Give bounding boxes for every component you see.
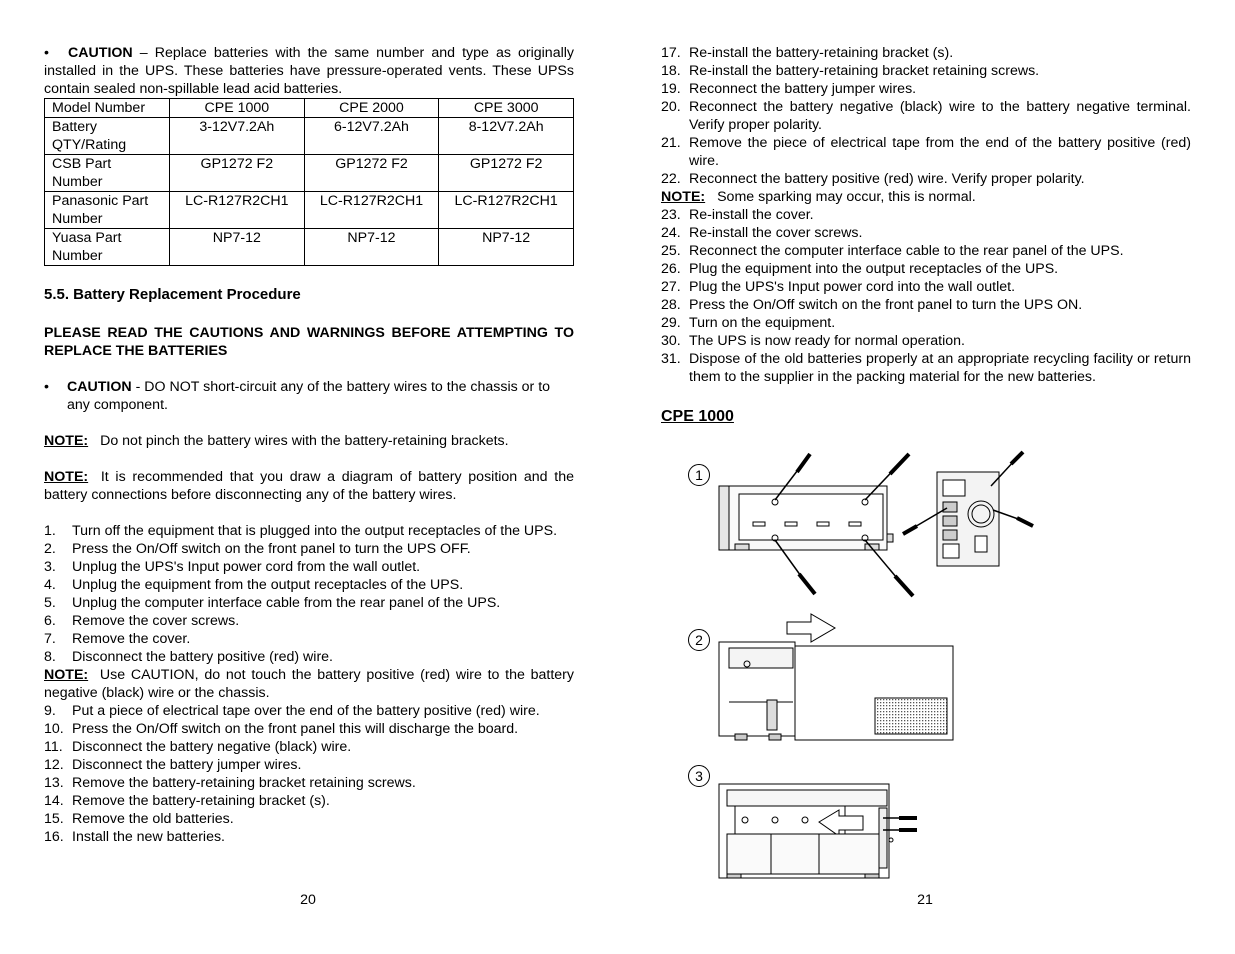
step-number: 14. [44, 793, 64, 809]
step-text: Reconnect the battery jumper wires. [689, 81, 917, 97]
step-number: 24. [661, 225, 681, 241]
step-text: Turn on the equipment. [689, 315, 836, 331]
list-item [661, 314, 1191, 332]
table-cell: Battery QTY/Rating [45, 118, 170, 155]
table-header: CPE 1000 [170, 99, 305, 118]
list-item [44, 540, 574, 558]
caution-short-circuit [44, 378, 574, 414]
note-label: NOTE: [44, 667, 89, 683]
list-item [661, 62, 1191, 80]
step-text: Dispose of the old batteries properly at an appropriate recycling facility or return them to the supplier in the packing material for the new batteries. [689, 351, 1191, 385]
note-text: Some sparking may occur, this is normal. [717, 189, 976, 205]
step-number: 10. [44, 721, 64, 737]
figure-label: 2 [688, 629, 710, 651]
list-item [661, 80, 1191, 98]
caution-text: - DO NOT short-circuit any of the battery wires to the chassis or to any component. [67, 379, 551, 413]
step-number: 19. [661, 81, 681, 97]
list-item [44, 522, 574, 540]
step-number: 27. [661, 279, 681, 295]
list-item [661, 260, 1191, 278]
list-item [661, 350, 1191, 386]
step-number: 2. [44, 541, 56, 557]
step-text: Disconnect the battery negative (black) wire. [72, 739, 352, 755]
step-number: 15. [44, 811, 64, 827]
step-number: 20. [661, 99, 681, 115]
table-cell: NP7-12 [170, 229, 305, 266]
table-cell: 6-12V7.2Ah [304, 118, 439, 155]
step-text: Re-install the battery-retaining bracket (s). [689, 45, 954, 61]
cpe-title: CPE 1000 [661, 408, 734, 425]
step-number: 26. [661, 261, 681, 277]
step-text: Remove the battery-retaining bracket (s). [72, 793, 330, 809]
list-item [661, 206, 1191, 224]
step-number: 1. [44, 523, 56, 539]
warning-text: PLEASE READ THE CAUTIONS AND WARNINGS BEFORE ATTEMPTING TO REPLACE THE BATTERIES [44, 325, 574, 359]
table-header: CPE 3000 [439, 99, 574, 118]
table-cell: NP7-12 [304, 229, 439, 266]
step-text: Turn off the equipment that is plugged into the output receptacles of the UPS. [72, 523, 558, 539]
caution-battery-type [44, 44, 574, 98]
table-cell: GP1272 F2 [439, 155, 574, 192]
list-item [661, 170, 1191, 188]
list-item [44, 828, 574, 846]
table-cell: GP1272 F2 [170, 155, 305, 192]
caution-label: CAUTION [67, 379, 132, 395]
step-number: 4. [44, 577, 56, 593]
step-number: 9. [44, 703, 56, 719]
note-label: NOTE: [661, 189, 706, 205]
step-number: 11. [44, 739, 63, 755]
step-text: Reconnect the computer interface cable to the rear panel of the UPS. [689, 243, 1124, 259]
table-row [45, 118, 574, 155]
note-sparking [661, 188, 1191, 206]
note-label: NOTE: [44, 433, 89, 449]
list-item [44, 576, 574, 594]
table-row [45, 155, 574, 192]
note-caution-wire [44, 666, 574, 702]
step-text: Remove the piece of electrical tape from the end of the battery positive (red) wire. [689, 135, 1191, 169]
step-text: Disconnect the battery jumper wires. [72, 757, 302, 773]
table-cell: Yuasa Part Number [45, 229, 170, 266]
step-number: 28. [661, 297, 681, 313]
step-text: Disconnect the battery positive (red) wire. [72, 649, 334, 665]
table-cell: LC-R127R2CH1 [439, 192, 574, 229]
bullet: • [44, 379, 49, 395]
list-item [44, 756, 574, 774]
table-cell: 3-12V7.2Ah [170, 118, 305, 155]
step-number: 22. [661, 171, 681, 187]
step-text: Unplug the computer interface cable from the rear panel of the UPS. [72, 595, 501, 611]
step-number: 29. [661, 315, 681, 331]
list-item [661, 98, 1191, 134]
step-text: Reconnect the battery negative (black) wire to the battery negative terminal. Verify proper polarity. [689, 99, 1191, 133]
page-number: 20 [300, 892, 316, 908]
list-item [44, 630, 574, 648]
table-cell: CSB Part Number [45, 155, 170, 192]
note-text: Do not pinch the battery wires with the battery-retaining brackets. [100, 433, 509, 449]
step-number: 12. [44, 757, 64, 773]
steps-list-d [661, 206, 1191, 386]
list-item [44, 720, 574, 738]
left-page [44, 44, 574, 846]
step-number: 16. [44, 829, 64, 845]
right-page [661, 44, 1191, 426]
note-pinch [44, 432, 574, 450]
step-text: Press the On/Off switch on the front panel to turn the UPS ON. [689, 297, 1083, 313]
list-item [661, 242, 1191, 260]
figure-2-remove-cover-illustration [715, 612, 960, 744]
steps-list-c [661, 44, 1191, 188]
list-item [44, 792, 574, 810]
note-diagram [44, 468, 574, 504]
page-number: 21 [917, 892, 933, 908]
list-item [44, 594, 574, 612]
step-text: Reconnect the battery positive (red) wire. Verify proper polarity. [689, 171, 1085, 187]
table-header: Model Number [45, 99, 170, 118]
figure-label: 3 [688, 765, 710, 787]
step-text: Plug the equipment into the output receptacles of the UPS. [689, 261, 1059, 277]
note-label: NOTE: [44, 469, 89, 485]
table-cell: LC-R127R2CH1 [170, 192, 305, 229]
steps-list-b [44, 702, 574, 846]
list-item [44, 558, 574, 576]
step-number: 25. [661, 243, 681, 259]
step-text: Re-install the cover screws. [689, 225, 863, 241]
step-text: Remove the old batteries. [72, 811, 234, 827]
table-row [45, 192, 574, 229]
step-number: 30. [661, 333, 681, 349]
list-item [661, 44, 1191, 62]
table-header: CPE 2000 [304, 99, 439, 118]
caution-text: – Replace batteries with the same number and type as originally installed in the UPS. These batteries have pressure-operated vents. These UPSs contain sealed non-spillable lead acid batteries. [44, 45, 574, 97]
step-text: Remove the cover. [72, 631, 191, 647]
list-item [661, 134, 1191, 170]
figure-label: 1 [688, 464, 710, 486]
figure-3-battery-wires-illustration [715, 778, 930, 882]
step-text: Plug the UPS's Input power cord into the wall outlet. [689, 279, 1016, 295]
step-number: 23. [661, 207, 681, 223]
list-item [44, 774, 574, 792]
table-cell: NP7-12 [439, 229, 574, 266]
list-item [661, 332, 1191, 350]
step-text: The UPS is now ready for normal operation. [689, 333, 965, 349]
step-text: Remove the battery-retaining bracket retaining screws. [72, 775, 416, 791]
step-number: 18. [661, 63, 681, 79]
step-text: Remove the cover screws. [72, 613, 240, 629]
note-text: It is recommended that you draw a diagram of battery position and the battery connections before disconnecting any of the battery wires. [44, 469, 574, 503]
table-row [45, 229, 574, 266]
step-text: Put a piece of electrical tape over the end of the battery positive (red) wire. [72, 703, 540, 719]
battery-table [44, 98, 574, 266]
list-item [44, 648, 574, 666]
list-item [44, 810, 574, 828]
table-header-row [45, 99, 574, 118]
step-text: Re-install the cover. [689, 207, 814, 223]
list-item [44, 702, 574, 720]
step-text: Unplug the equipment from the output receptacles of the UPS. [72, 577, 464, 593]
steps-list-a [44, 522, 574, 666]
table-cell: LC-R127R2CH1 [304, 192, 439, 229]
step-number: 17. [661, 45, 681, 61]
bullet: • [44, 45, 49, 61]
step-number: 3. [44, 559, 56, 575]
list-item [661, 296, 1191, 314]
table-cell: GP1272 F2 [304, 155, 439, 192]
note-text: Use CAUTION, do not touch the battery positive (red) wire to the battery negative (black) wire or the chassis. [44, 667, 574, 701]
step-number: 21. [661, 135, 681, 151]
step-number: 31. [661, 351, 681, 367]
section-title: 5.5. Battery Replacement Procedure [44, 286, 301, 303]
step-text: Install the new batteries. [72, 829, 225, 845]
table-cell: 8-12V7.2Ah [439, 118, 574, 155]
step-text: Press the On/Off switch on the front panel this will discharge the board. [72, 721, 519, 737]
step-number: 8. [44, 649, 56, 665]
step-text: Unplug the UPS's Input power cord from the wall outlet. [72, 559, 421, 575]
list-item [44, 612, 574, 630]
step-number: 13. [44, 775, 64, 791]
list-item [661, 278, 1191, 296]
table-cell: Panasonic Part Number [45, 192, 170, 229]
step-number: 6. [44, 613, 56, 629]
step-text: Re-install the battery-retaining bracket retaining screws. [689, 63, 1040, 79]
step-number: 7. [44, 631, 56, 647]
list-item [661, 224, 1191, 242]
step-text: Press the On/Off switch on the front panel to turn the UPS OFF. [72, 541, 471, 557]
caution-label: CAUTION [68, 45, 133, 61]
figure-1-cover-screws-illustration [715, 450, 1045, 598]
step-number: 5. [44, 595, 56, 611]
list-item [44, 738, 574, 756]
